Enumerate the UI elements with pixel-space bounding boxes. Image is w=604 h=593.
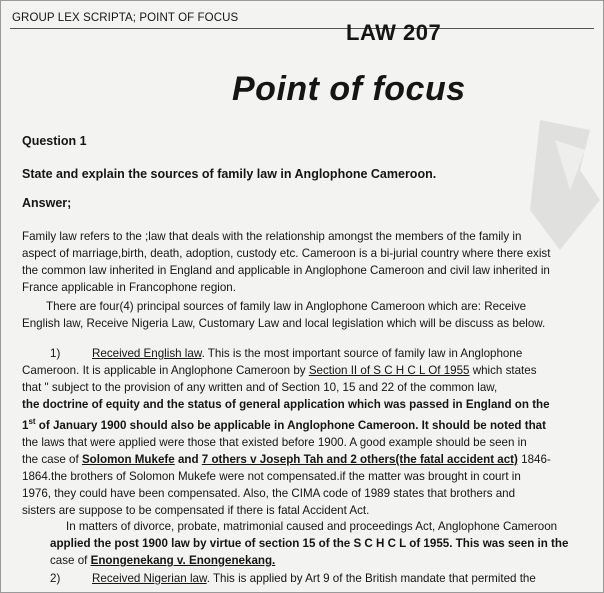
item-line: 1st of January 1900 should also be applicable in Anglophone Cameroon. It should be noted that: [22, 417, 546, 432]
item-heading: Received Nigerian law: [92, 572, 207, 585]
item-line: that " subject to the provision of any written and of Section 10, 15 and 22 of the common law,: [22, 381, 498, 394]
item-number: 1): [50, 347, 61, 360]
paragraph-sources-intro: [22, 298, 545, 332]
case-name: 7 others v Joseph Tah and 2 others(the fatal accident act): [201, 452, 518, 466]
item-line: 1976, they could have been compensated. Also, the CIMA code of 1989 states that brothers and: [22, 486, 516, 500]
paragraph-definition: [22, 228, 550, 296]
item-received-english-law: [22, 345, 551, 519]
case-name: Solomon Mukefe: [81, 452, 175, 466]
question-prompt: State and explain the sources of family law in Anglophone Cameroon.: [22, 167, 437, 181]
item-line: sisters are suppose to be compensated if there is fatal Accident Act.: [22, 503, 370, 517]
paragraph-line: France applicable in Francophone region.: [22, 281, 236, 294]
paragraph-line: aspect of marriage,birth, death, adoption, custody etc. Cameroon is a bi-jurial country where there exist: [22, 247, 551, 260]
item-line: the laws that were applied were those that existed before 1900. A good example should be seen in: [22, 435, 527, 449]
page-title: Point of focus: [232, 70, 466, 108]
paragraph-line: case of Enongenekang v. Enongenekang.: [50, 554, 276, 567]
header-divider: [10, 28, 594, 29]
item-number: 2): [50, 572, 61, 585]
header-group-name: GROUP LEX SCRIPTA; POINT OF FOCUS: [12, 12, 239, 24]
paragraph-line: Family law refers to the ;law that deals with the relationship amongst the members of the family in: [22, 230, 522, 243]
paragraph-divorce-matters: [22, 518, 568, 569]
course-code: LAW 207: [346, 20, 442, 45]
statute-reference: Section II of S C H C L Of 1955: [308, 364, 470, 377]
paragraph-line: the common law inherited in England and applicable in Anglophone Cameroon and civil law inherited in: [22, 264, 550, 277]
item-line: the doctrine of equity and the status of general application which was passed in England on the: [22, 398, 550, 411]
case-name: Enongenekang v. Enongenekang.: [90, 554, 276, 567]
item-received-nigerian-law: 2) Received Nigerian law. This is applied by Art 9 of the British mandate that permited the: [50, 572, 536, 585]
paragraph-line: applied the post 1900 law by virtue of section 15 of the S C H C L of 1955. This was seen in the: [50, 537, 569, 550]
question-label: Question 1: [22, 134, 87, 148]
item-line: Cameroon. It is applicable in Anglophone Cameroon by Section II of S C H C L Of 1955 which states: [22, 364, 537, 377]
item-line: 1) Received English law. This is the most important source of family law in Anglophone: [50, 347, 523, 360]
item-line: 1864.the brothers of Solomon Mukefe were not compensated.if the matter was brought in court in: [22, 469, 521, 483]
paragraph-line: There are four(4) principal sources of family law in Anglophone Cameroon which are: Receive: [46, 300, 527, 313]
item-line: the case of Solomon Mukefe and 7 others v Joseph Tah and 2 others(the fatal accident act) 1846-: [22, 452, 551, 466]
item-heading: Received English law: [92, 347, 202, 360]
paragraph-line: In matters of divorce, probate, matrimonial caused and proceedings Act, Anglophone Cameroon: [66, 520, 558, 533]
answer-label: Answer;: [22, 196, 72, 210]
paragraph-line: English law, Receive Nigeria Law, Customary Law and local legislation which will be discuss as below.: [22, 317, 546, 330]
